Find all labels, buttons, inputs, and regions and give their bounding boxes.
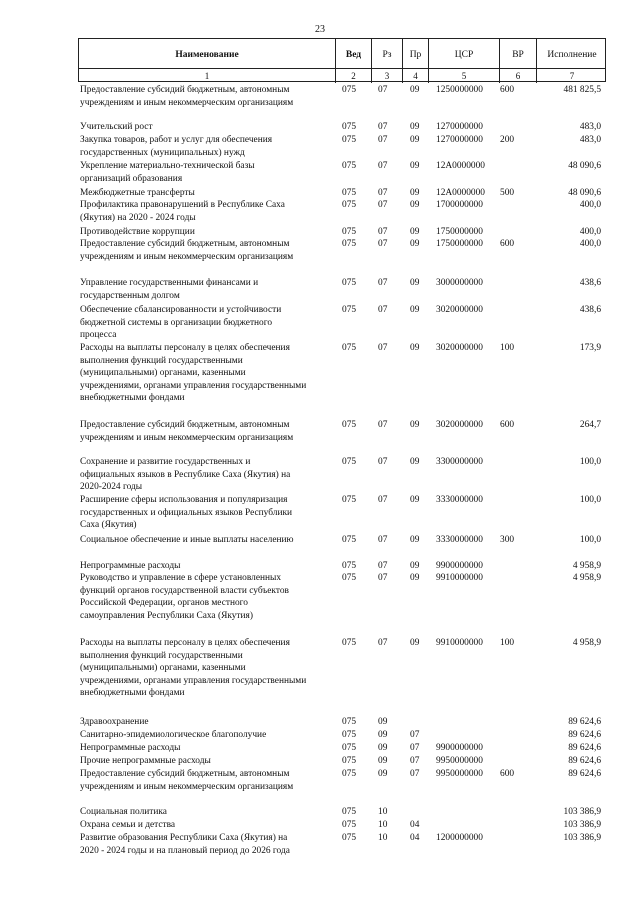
row-isp: 100,0 xyxy=(579,495,601,505)
col-rz-num: 3 xyxy=(384,71,390,81)
col-name-header xyxy=(79,39,336,83)
row-name: Межбюджетные трансферты xyxy=(80,188,195,198)
row-csr: 9900000000 xyxy=(436,561,483,571)
row-ved: 075 xyxy=(342,305,357,315)
row-pr: 09 xyxy=(410,85,420,95)
row-ved: 075 xyxy=(342,420,357,430)
row-isp: 48 090,6 xyxy=(568,161,601,171)
row-name: Закупка товаров, работ и услуг для обеспечения государственных (муниципальных) нужд xyxy=(80,135,273,158)
row-csr: 3000000000 xyxy=(436,278,483,288)
row-ved: 075 xyxy=(342,807,357,817)
row-name: Санитарно-эпидемиологическое благополучие xyxy=(80,730,267,740)
col-pr-title: Пр xyxy=(409,50,422,60)
col-ved-num: 2 xyxy=(351,71,356,81)
row-csr: 12А0000000 xyxy=(436,161,485,171)
row-rz: 10 xyxy=(378,833,388,843)
row-isp: 483,0 xyxy=(579,122,601,132)
row-rz: 07 xyxy=(378,457,388,467)
row-ved: 075 xyxy=(342,85,357,95)
row-pr: 09 xyxy=(410,227,420,237)
row-name: Социальная политика xyxy=(80,807,167,817)
row-rz: 07 xyxy=(378,343,388,353)
row-isp: 4 958,9 xyxy=(572,638,601,648)
row-rz: 07 xyxy=(378,305,388,315)
row-vr: 600 xyxy=(500,239,515,249)
row-ved: 075 xyxy=(342,638,357,648)
row-pr: 09 xyxy=(410,161,420,171)
row-rz: 10 xyxy=(378,820,388,830)
row-csr: 9900000000 xyxy=(436,743,483,753)
row-csr: 3330000000 xyxy=(436,535,483,545)
row-name: Противодействие коррупции xyxy=(80,227,195,237)
col-isp-header xyxy=(537,39,607,83)
row-ved: 075 xyxy=(342,495,357,505)
row-csr: 1750000000 xyxy=(436,239,483,249)
row-ved: 075 xyxy=(342,161,357,171)
row-rz: 07 xyxy=(378,188,388,198)
col-pr-num: 4 xyxy=(413,71,418,81)
row-name: Здравоохранение xyxy=(80,717,149,727)
row-rz: 09 xyxy=(378,743,388,753)
row-name: Развитие образования Республики Саха (Якутия) на 2020 - 2024 годы и на плановый период до 2026 года xyxy=(80,833,290,856)
row-isp: 89 624,6 xyxy=(568,743,601,753)
row-csr: 3020000000 xyxy=(436,305,483,315)
col-csr-header xyxy=(429,39,500,83)
row-isp: 89 624,6 xyxy=(568,717,601,727)
row-ved: 075 xyxy=(342,188,357,198)
row-ved: 075 xyxy=(342,769,357,779)
row-ved: 075 xyxy=(342,200,357,210)
row-pr: 07 xyxy=(410,730,420,740)
row-rz: 07 xyxy=(378,227,388,237)
row-ved: 075 xyxy=(342,833,357,843)
row-ved: 075 xyxy=(342,227,357,237)
row-pr: 09 xyxy=(410,122,420,132)
row-rz: 07 xyxy=(378,535,388,545)
row-name: Предоставление субсидий бюджетным, автономным учреждениям и иным некоммерческим организациям xyxy=(80,769,294,792)
row-rz: 07 xyxy=(378,200,388,210)
row-rz: 07 xyxy=(378,561,388,571)
row-pr: 09 xyxy=(410,239,420,249)
row-isp: 481 825,5 xyxy=(563,85,601,95)
row-csr: 3020000000 xyxy=(436,343,483,353)
col-name-title: Наименование xyxy=(175,50,239,60)
row-vr: 100 xyxy=(500,638,515,648)
row-rz: 10 xyxy=(378,807,388,817)
col-isp-title: Исполнение xyxy=(547,50,597,60)
row-pr: 09 xyxy=(410,135,420,145)
row-isp: 483,0 xyxy=(579,135,601,145)
row-name: Сохранение и развитие государственных и официальных языков в Республике Саха (Якутия) на 2020-2024 годы xyxy=(80,457,291,493)
row-ved: 075 xyxy=(342,135,357,145)
row-isp: 4 958,9 xyxy=(572,573,601,583)
row-ved: 075 xyxy=(342,717,357,727)
row-isp: 103 386,9 xyxy=(563,820,601,830)
row-isp: 173,9 xyxy=(579,343,601,353)
col-ved-title: Вед xyxy=(345,50,362,60)
row-csr: 1270000000 xyxy=(436,122,483,132)
row-isp: 103 386,9 xyxy=(563,807,601,817)
row-vr: 200 xyxy=(500,135,515,145)
row-ved: 075 xyxy=(342,743,357,753)
row-pr: 09 xyxy=(410,343,420,353)
row-pr: 09 xyxy=(410,495,420,505)
row-vr: 600 xyxy=(500,420,515,430)
row-name: Предоставление субсидий бюджетным, автономным учреждениям и иным некоммерческим организациям xyxy=(80,420,294,443)
row-pr: 09 xyxy=(410,535,420,545)
row-name: Предоставление субсидий бюджетным, автономным учреждениям и иным некоммерческим организациям xyxy=(80,85,294,108)
col-name-num: 1 xyxy=(204,71,210,81)
row-isp: 400,0 xyxy=(579,227,601,237)
row-pr: 07 xyxy=(410,743,420,753)
row-csr: 3300000000 xyxy=(436,457,483,467)
row-vr: 100 xyxy=(500,343,515,353)
row-name: Расходы на выплаты персоналу в целях обеспечения выполнения функций государственными (муниципальными) органами, казенными учреждениями, органами управления государственными внебюджетными фондами xyxy=(80,638,307,699)
row-csr: 1250000000 xyxy=(436,85,483,95)
row-name: Укрепление материально-технической базы организаций образования xyxy=(80,161,255,184)
row-ved: 075 xyxy=(342,278,357,288)
row-pr: 09 xyxy=(410,200,420,210)
row-isp: 264,7 xyxy=(579,420,601,430)
table-header xyxy=(78,38,606,82)
row-name: Профилактика правонарушений в Республике Саха (Якутия) на 2020 - 2024 годы xyxy=(80,200,285,223)
row-rz: 07 xyxy=(378,161,388,171)
row-csr: 3020000000 xyxy=(436,420,483,430)
row-rz: 07 xyxy=(378,420,388,430)
row-name: Управление государственными финансами и государственным долгом xyxy=(80,278,259,301)
row-name: Охрана семьи и детства xyxy=(80,820,176,830)
row-csr: 1750000000 xyxy=(436,227,483,237)
row-rz: 07 xyxy=(378,239,388,249)
row-pr: 04 xyxy=(410,833,420,843)
col-vr-num: 6 xyxy=(515,71,521,81)
col-isp-num: 7 xyxy=(569,71,575,81)
row-name: Непрограммные расходы xyxy=(80,743,181,753)
row-pr: 07 xyxy=(410,756,420,766)
row-rz: 07 xyxy=(378,495,388,505)
row-ved: 075 xyxy=(342,730,357,740)
row-rz: 09 xyxy=(378,730,388,740)
row-isp: 89 624,6 xyxy=(568,769,601,779)
row-ved: 075 xyxy=(342,561,357,571)
row-csr: 9910000000 xyxy=(436,638,483,648)
row-rz: 07 xyxy=(378,638,388,648)
col-csr-title: ЦСР xyxy=(454,50,474,60)
row-isp: 400,0 xyxy=(579,200,601,210)
row-ved: 075 xyxy=(342,239,357,249)
row-rz: 07 xyxy=(378,278,388,288)
row-isp: 103 386,9 xyxy=(563,833,601,843)
row-isp: 48 090,6 xyxy=(568,188,601,198)
row-pr: 04 xyxy=(410,820,420,830)
row-csr: 9950000000 xyxy=(436,756,483,766)
col-rz-title: Рз xyxy=(382,50,392,60)
row-name: Непрограммные расходы xyxy=(80,561,181,571)
row-isp: 100,0 xyxy=(579,457,601,467)
row-isp: 100,0 xyxy=(579,535,601,545)
col-pr-header xyxy=(403,39,429,83)
row-rz: 07 xyxy=(378,122,388,132)
row-ved: 075 xyxy=(342,122,357,132)
row-name: Расширение сферы использования и популяризация государственных и официальных языков Республики Саха (Якутия) xyxy=(80,495,293,531)
row-ved: 075 xyxy=(342,820,357,830)
row-isp: 438,6 xyxy=(579,305,601,315)
row-name: Социальное обеспечение и иные выплаты населению xyxy=(80,535,294,545)
row-isp: 400,0 xyxy=(579,239,601,249)
row-pr: 07 xyxy=(410,769,420,779)
row-rz: 07 xyxy=(378,573,388,583)
row-ved: 075 xyxy=(342,457,357,467)
row-vr: 500 xyxy=(500,188,515,198)
row-ved: 075 xyxy=(342,343,357,353)
col-csr-num: 5 xyxy=(461,71,467,81)
row-ved: 075 xyxy=(342,573,357,583)
row-name: Учительский рост xyxy=(80,122,153,132)
row-rz: 09 xyxy=(378,717,388,727)
row-name: Расходы на выплаты персоналу в целях обеспечения выполнения функций государственными (муниципальными) органами, казенными учреждениями, органами управления государственными внебюджетными фондами xyxy=(80,343,307,404)
row-name: Руководство и управление в сфере установленных функций органов государственной власти субъектов Российской Федерации, органов местного самоуправления Республики Саха (Якутия) xyxy=(80,573,289,621)
row-rz: 09 xyxy=(378,756,388,766)
page-number: 23 xyxy=(315,24,325,35)
row-ved: 075 xyxy=(342,535,357,545)
row-csr: 1700000000 xyxy=(436,200,483,210)
row-isp: 4 958,9 xyxy=(572,561,601,571)
row-pr: 09 xyxy=(410,561,420,571)
row-pr: 09 xyxy=(410,457,420,467)
row-isp: 438,6 xyxy=(579,278,601,288)
row-rz: 07 xyxy=(378,135,388,145)
row-pr: 09 xyxy=(410,420,420,430)
row-name: Обеспечение сбалансированности и устойчивости бюджетной системы в организации бюджетного процесса xyxy=(80,305,282,341)
row-csr: 9950000000 xyxy=(436,769,483,779)
col-vr-title: ВР xyxy=(512,50,524,60)
row-pr: 09 xyxy=(410,573,420,583)
row-name: Предоставление субсидий бюджетным, автономным учреждениям и иным некоммерческим организациям xyxy=(80,239,294,262)
row-csr: 12А0000000 xyxy=(436,188,485,198)
row-csr: 3330000000 xyxy=(436,495,483,505)
col-ved-header xyxy=(336,39,372,83)
row-csr: 1200000000 xyxy=(436,833,483,843)
row-csr: 1270000000 xyxy=(436,135,483,145)
col-rz-header xyxy=(372,39,403,83)
row-rz: 09 xyxy=(378,769,388,779)
row-vr: 600 xyxy=(500,85,515,95)
row-pr: 09 xyxy=(410,305,420,315)
row-isp: 89 624,6 xyxy=(568,730,601,740)
row-pr: 09 xyxy=(410,188,420,198)
col-vr-header xyxy=(500,39,537,83)
row-vr: 300 xyxy=(500,535,515,545)
row-csr: 9910000000 xyxy=(436,573,483,583)
row-pr: 09 xyxy=(410,278,420,288)
row-name: Прочие непрограммные расходы xyxy=(80,756,211,766)
row-vr: 600 xyxy=(500,769,515,779)
row-isp: 89 624,6 xyxy=(568,756,601,766)
row-ved: 075 xyxy=(342,756,357,766)
row-rz: 07 xyxy=(378,85,388,95)
row-pr: 09 xyxy=(410,638,420,648)
